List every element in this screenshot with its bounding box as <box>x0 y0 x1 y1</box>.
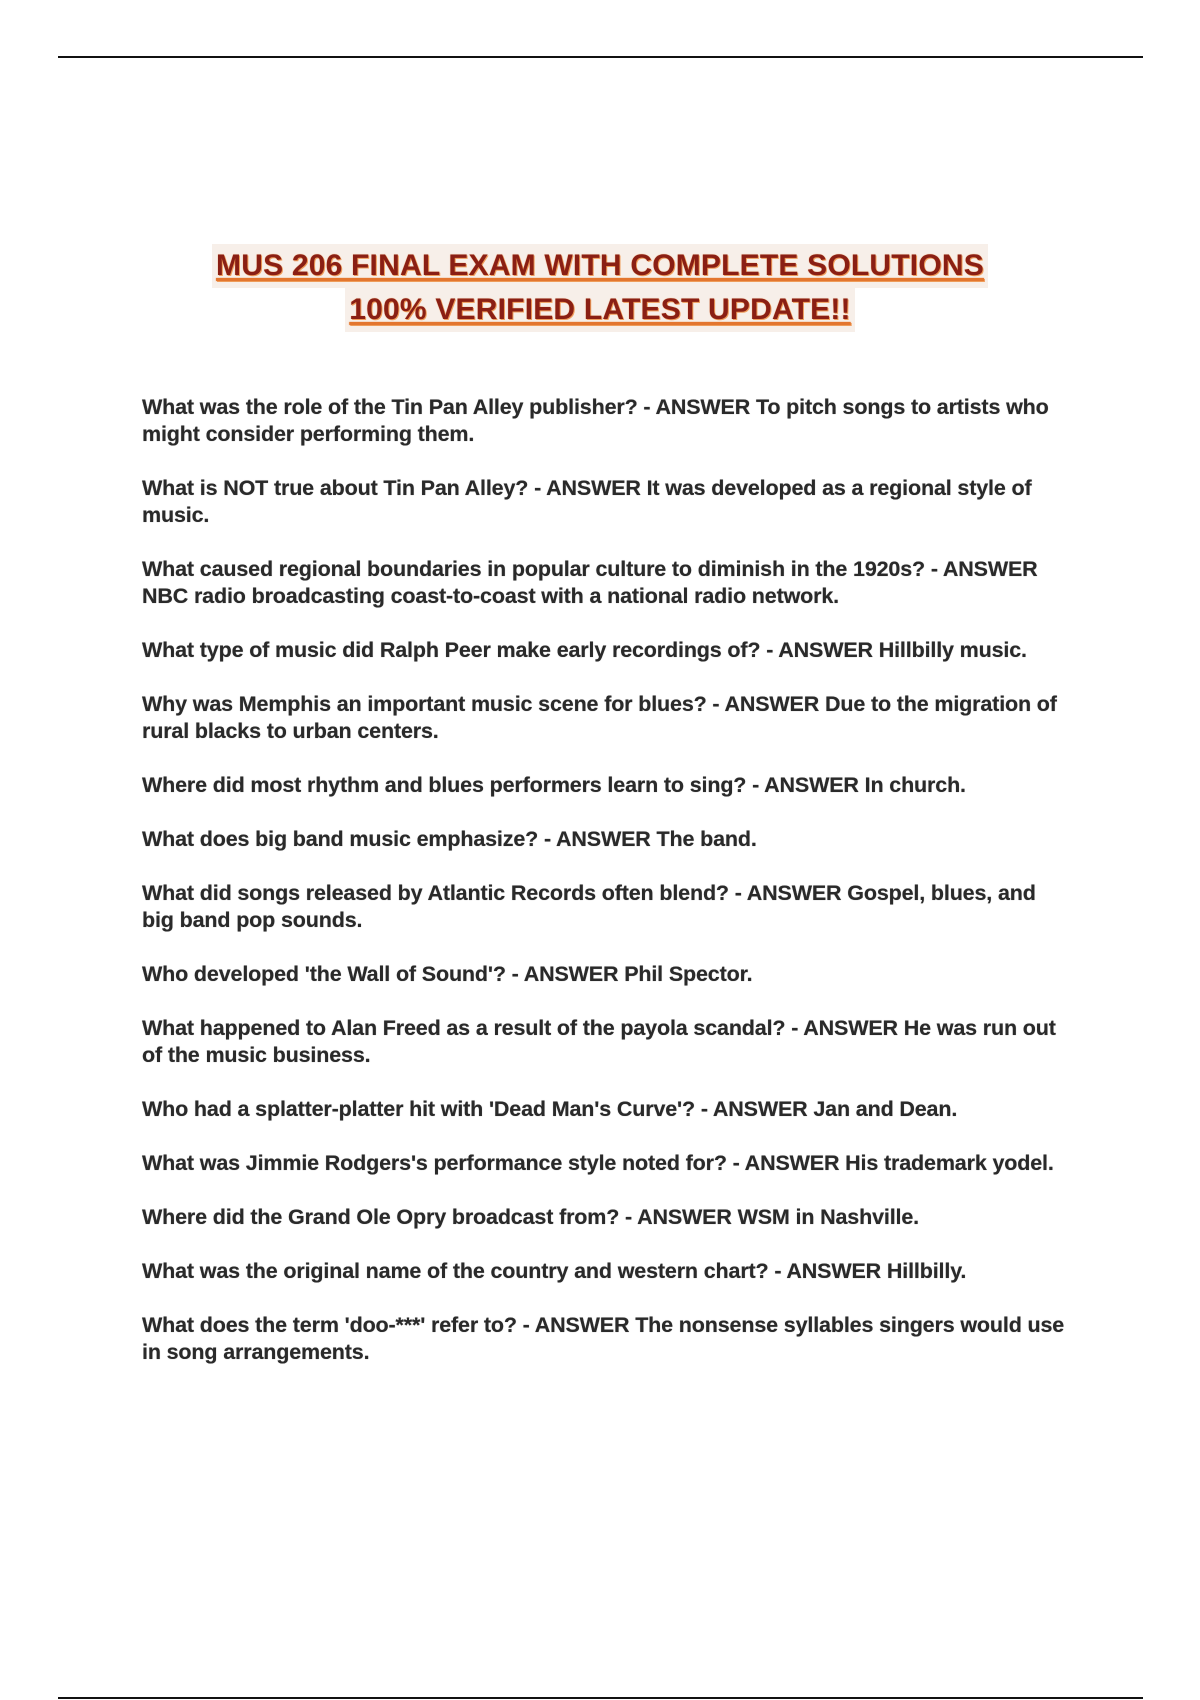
answer-text: Hillbilly music. <box>878 638 1027 662</box>
answer-text: WSM in Nashville. <box>737 1205 920 1229</box>
qa-item <box>142 556 1067 610</box>
question-text: What did songs released by Atlantic Records often blend? <box>142 881 729 905</box>
qa-item <box>142 1015 1067 1069</box>
answer-separator: - ANSWER <box>726 1151 846 1175</box>
answer-text: His trademark yodel. <box>845 1151 1054 1175</box>
answer-text: To pitch songs to artists who might consider performing them. <box>142 395 1049 446</box>
answer-text: The nonsense syllables singers would use in song arrangements. <box>142 1313 1065 1364</box>
answer-separator: - ANSWER <box>746 773 865 797</box>
answer-text: Gospel, blues, and big band pop sounds. <box>142 881 1036 932</box>
answer-text: It was developed as a regional style of music. <box>142 476 1032 527</box>
qa-item <box>142 475 1067 529</box>
qa-item <box>142 1258 1067 1285</box>
qa-item <box>142 1096 1067 1123</box>
question-text: What type of music did Ralph Peer make early recordings of? <box>142 638 761 662</box>
question-text: What was the role of the Tin Pan Alley publisher? <box>142 395 638 419</box>
qa-item <box>142 1312 1067 1366</box>
qa-item <box>142 691 1067 745</box>
question-text: Where did the Grand Ole Opry broadcast from? <box>142 1205 620 1229</box>
question-text: Why was Memphis an important music scene for blues? <box>142 692 707 716</box>
question-text: What caused regional boundaries in popular culture to diminish in the 1920s? <box>142 557 926 581</box>
qa-item <box>142 880 1067 934</box>
title-line-2: 100% VERIFIED LATEST UPDATE!! <box>345 288 854 332</box>
answer-text: Jan and Dean. <box>813 1097 958 1121</box>
answer-text: Phil Spector. <box>624 962 753 986</box>
answer-text: NBC radio broadcasting coast-to-coast with a national radio network. <box>142 584 840 608</box>
answer-separator: - ANSWER <box>505 962 625 986</box>
question-text: What happened to Alan Freed as a result of the payola scandal? <box>142 1016 786 1040</box>
question-text: What was the original name of the country and western chart? <box>142 1259 769 1283</box>
answer-text: The band. <box>656 827 757 851</box>
answer-separator: - ANSWER <box>925 557 1038 581</box>
qa-list <box>142 394 1067 1393</box>
qa-item <box>142 394 1067 448</box>
answer-text: In church. <box>864 773 966 797</box>
answer-separator: - ANSWER <box>728 881 848 905</box>
qa-item <box>142 772 1067 799</box>
question-text: Where did most rhythm and blues performers learn to sing? <box>142 773 747 797</box>
answer-separator: - ANSWER <box>538 827 657 851</box>
question-text: What is NOT true about Tin Pan Alley? <box>142 476 529 500</box>
answer-separator: - ANSWER <box>516 1313 636 1337</box>
answer-separator: - ANSWER <box>768 1259 887 1283</box>
answer-separator: - ANSWER <box>706 692 825 716</box>
qa-item <box>142 1150 1067 1177</box>
answer-text: Hillbilly. <box>886 1259 967 1283</box>
top-rule <box>58 56 1143 58</box>
question-text: What was Jimmie Rodgers's performance style noted for? <box>142 1151 727 1175</box>
title-line-1: MUS 206 FINAL EXAM WITH COMPLETE SOLUTIONS <box>212 244 988 288</box>
qa-item <box>142 826 1067 853</box>
question-text: Who had a splatter-platter hit with 'Dead Man's Curve'? <box>142 1097 696 1121</box>
answer-text: He was run out of the music business. <box>142 1016 1056 1067</box>
bottom-rule <box>58 1697 1143 1699</box>
answer-separator: - ANSWER <box>760 638 879 662</box>
question-text: Who developed 'the Wall of Sound'? <box>142 962 506 986</box>
qa-item <box>142 637 1067 664</box>
question-text: What does big band music emphasize? <box>142 827 539 851</box>
answer-text: Due to the migration of rural blacks to urban centers. <box>142 692 1057 743</box>
answer-separator: - ANSWER <box>695 1097 814 1121</box>
document-title <box>0 244 1200 332</box>
answer-separator: - ANSWER <box>528 476 647 500</box>
answer-separator: - ANSWER <box>619 1205 738 1229</box>
question-text: What does the term 'doo-***' refer to? <box>142 1313 517 1337</box>
qa-item <box>142 1204 1067 1231</box>
answer-separator: - ANSWER <box>637 395 756 419</box>
qa-item <box>142 961 1067 988</box>
answer-separator: - ANSWER <box>785 1016 904 1040</box>
